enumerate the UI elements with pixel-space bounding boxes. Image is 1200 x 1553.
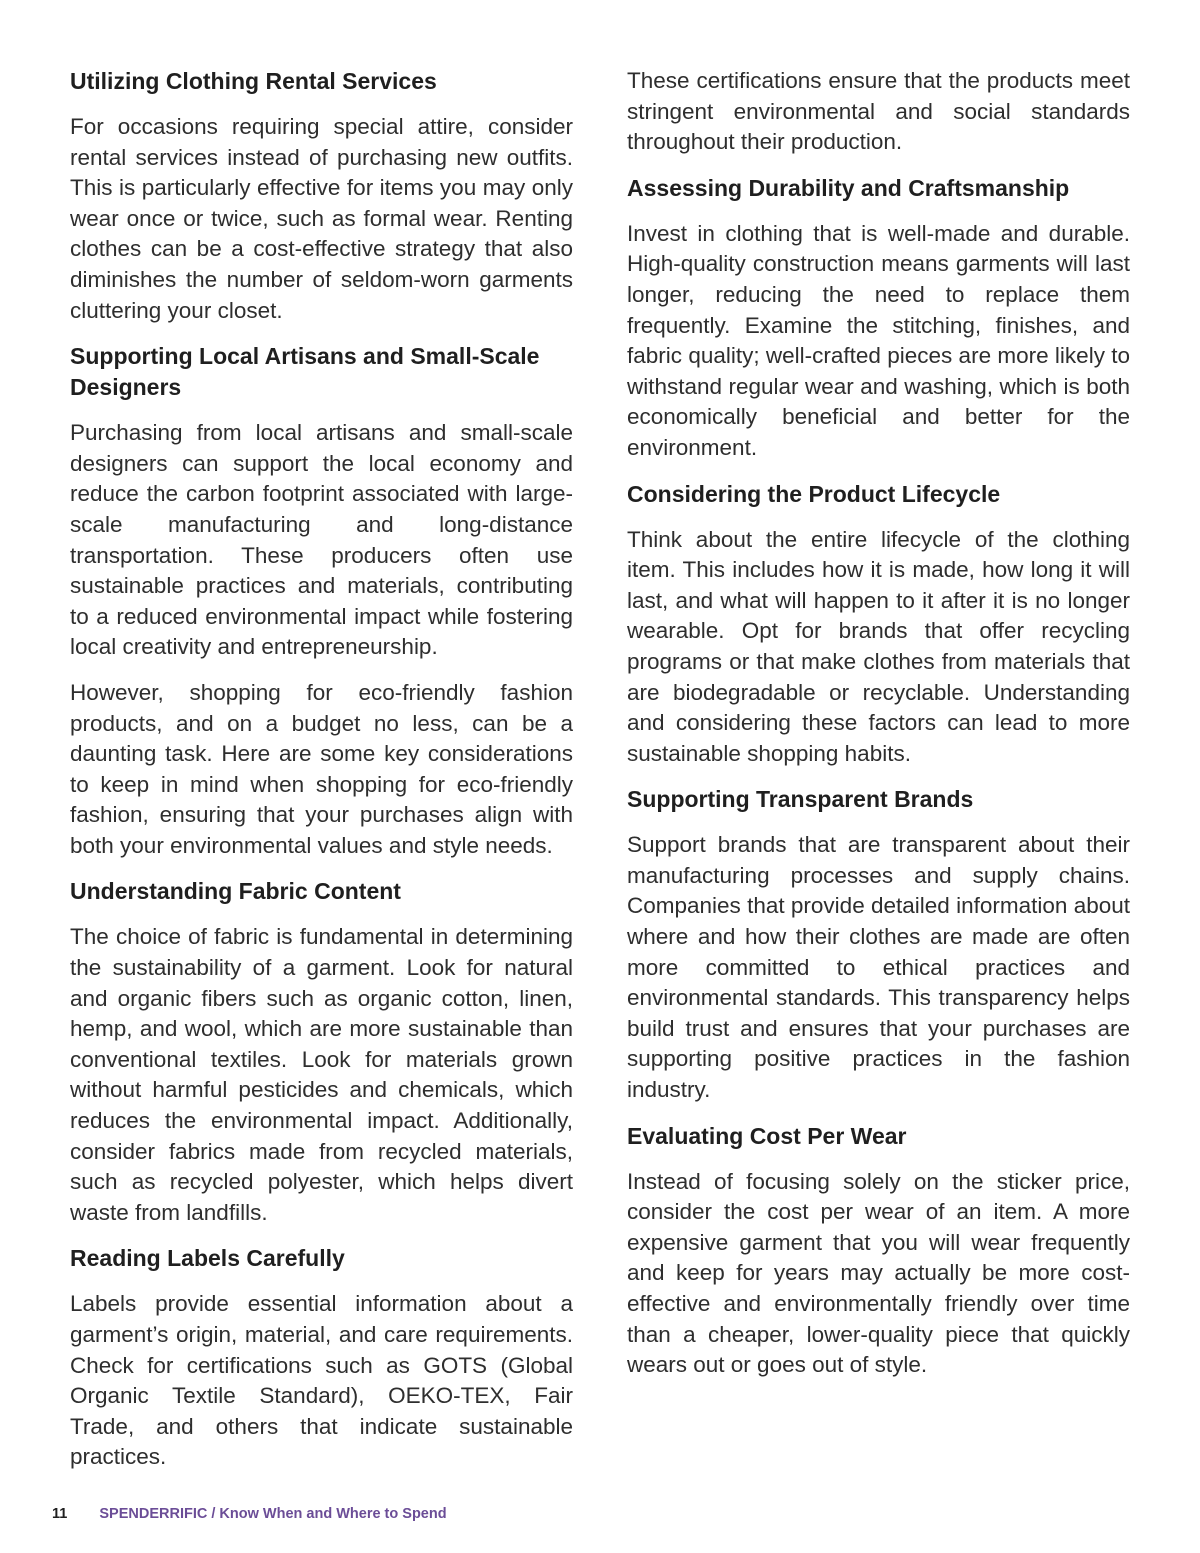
body-paragraph: Purchasing from local artisans and small-scale designers can support the local economy and reduce the carbon footprint associated with large-scale manufacturing and long-distance transportation. These producers often use sustainable practices and materials, contributing to a reduced environmental impact while fostering local creativity and entrepreneurship.	[70, 420, 573, 660]
body-paragraph: For occasions requiring special attire, consider rental services instead of purchasing new outfits. This is particularly effective for items you may only wear once or twice, such as formal wear. Renting clothes can be a cost-effective strategy that also diminishes the number of seldom-worn garments cluttering your closet.	[70, 114, 573, 323]
body-paragraph: These certifications ensure that the products meet stringent environmental and social standards throughout their production.	[627, 68, 1130, 155]
section-heading: Assessing Durability and Craftsmanship	[627, 174, 1070, 201]
body-paragraph: Support brands that are transparent about their manufacturing processes and supply chains. Companies that provide detailed information about where and how their clothes are made are often more committed to ethical practices and environmental standards. This transparency helps build trust and ensures that your purchases are supporting positive practices in the fashion industry.	[627, 832, 1130, 1103]
body-paragraph: Think about the entire lifecycle of the clothing item. This includes how it is made, how long it will last, and what will happen to it after it is no longer wearable. Opt for brands that offer recycling programs or that make clothes from materials that are biodegradable or recyclable. Understanding and considering these factors can lead to more sustainable shopping habits.	[627, 526, 1130, 766]
body-paragraph: The choice of fabric is fundamental in determining the sustainability of a garment. Look for natural and organic fibers such as organic cotton, linen, hemp, and wool, which are more sustainable than conventional textiles. Look for materials grown without harmful pesticides and chemicals, which reduces the environmental impact. Additionally, consider fabrics made from recycled materials, such as recycled polyester, which helps divert waste from landfills.	[70, 924, 573, 1225]
body-paragraph: Instead of focusing solely on the sticker price, consider the cost per wear of an item. A more expensive garment that you will wear frequently and keep for years may actually be more cost-effective and environmentally friendly over time than a cheaper, lower-quality piece that quickly wears out or goes out of style.	[627, 1168, 1130, 1378]
left-column	[70, 66, 573, 1488]
section-heading: Utilizing Clothing Rental Services	[70, 68, 437, 94]
right-column	[627, 66, 1130, 1396]
page-number: 11	[52, 1506, 68, 1522]
page-footer	[52, 1505, 447, 1523]
section-heading: Supporting Local Artisans and Small-Scale Designers	[70, 343, 540, 401]
body-paragraph: Invest in clothing that is well-made and durable. High-quality construction means garments will last longer, reducing the need to replace them frequently. Examine the stitching, finishes, and fabric quality; well-crafted pieces are more likely to withstand regular wear and washing, which is both economically beneficial and better for the environment.	[627, 220, 1130, 460]
body-paragraph: However, shopping for eco-friendly fashion products, and on a budget no less, can be a daunting task. Here are some key considerations to keep in mind when shopping for eco-friendly fashion, ensuring that your purchases align with both your environmental values and style needs.	[70, 679, 573, 858]
section-heading: Supporting Transparent Brands	[627, 786, 974, 813]
section-heading: Reading Labels Carefully	[70, 1245, 345, 1272]
section-heading: Understanding Fabric Content	[70, 878, 401, 905]
section-heading: Considering the Product Lifecycle	[627, 480, 1001, 507]
body-paragraph: Labels provide essential information about a garment’s origin, material, and care requirements. Check for certifications such as GOTS (Global Organic Textile Standard), OEKO-TEX, Fair Trade, and others that indicate sustainable practices.	[70, 1291, 573, 1470]
section-heading: Evaluating Cost Per Wear	[627, 1122, 907, 1149]
running-footer-title: SPENDERRIFIC / Know When and Where to Spend	[99, 1506, 447, 1522]
